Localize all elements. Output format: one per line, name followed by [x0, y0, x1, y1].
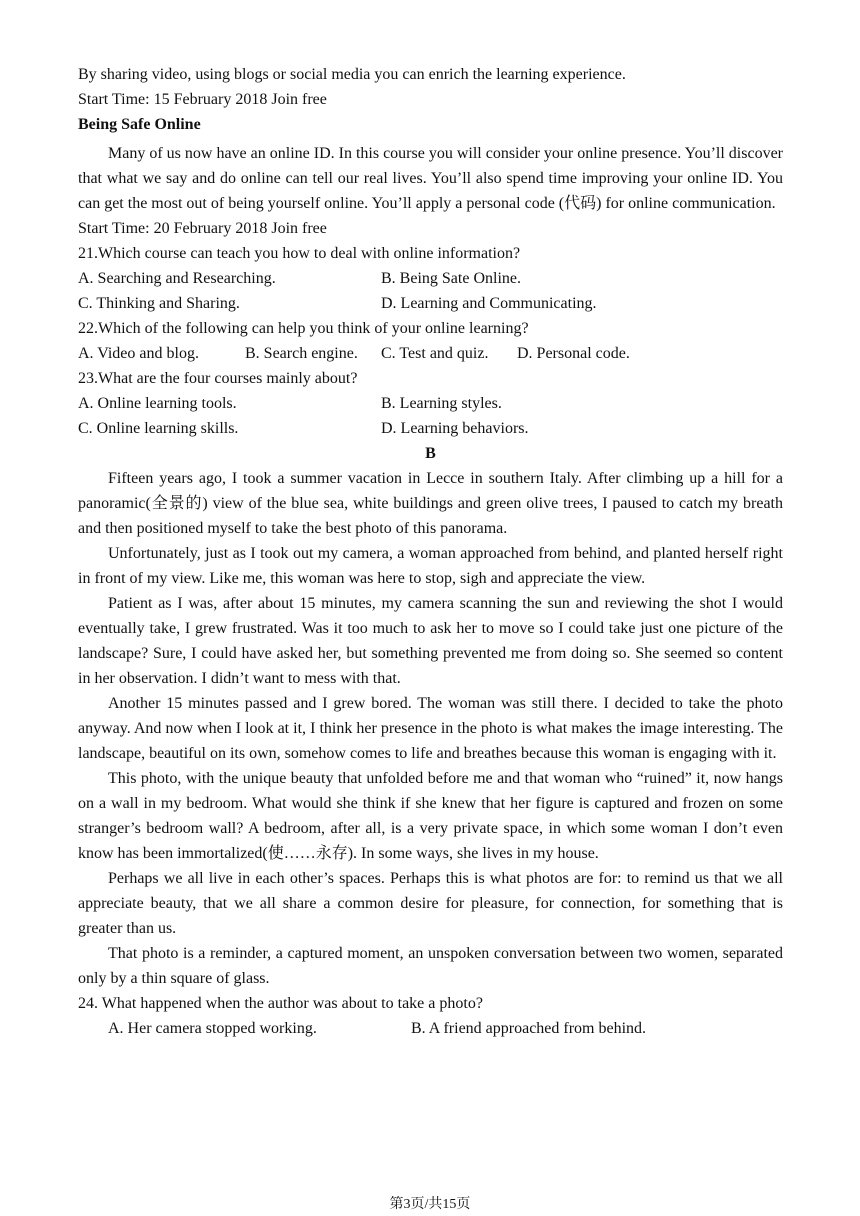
passage-b-paragraph: That photo is a reminder, a captured moment, an unspoken conversation between two women, separated only by a thin square of glass. — [78, 945, 783, 987]
option-21-a: A. Searching and Researching. — [78, 270, 276, 287]
passage-b-paragraph: Perhaps we all live in each other’s spaces. Perhaps this is what photos are for: to remind us that we all appreciate beauty, that we all share a common desire for pleasure, for connection, for something that is greater than us. — [78, 870, 783, 937]
question-24-options — [78, 1016, 783, 1041]
option-23-c: C. Online learning skills. — [78, 420, 239, 437]
question-21-options-row-1 — [78, 266, 783, 291]
course-description: Many of us now have an online ID. In this course you will consider your online presence. You’ll discover that what we say and do online can tell our real lives. You’ll also spend time improving your online ID. You can get the most out of being yourself online. You’ll apply a personal code (代码) for online communication. — [78, 145, 783, 212]
course-title: Being Safe Online — [78, 116, 201, 133]
option-24-b: B. A friend approached from behind. — [411, 1020, 647, 1037]
option-21-b: B. Being Sate Online. — [381, 270, 521, 287]
option-22-a: A. Video and blog. — [78, 345, 199, 362]
question-23-options-row-2 — [78, 416, 783, 441]
question-22-options — [78, 341, 783, 366]
page-footer: 第3页/共15页 — [389, 1197, 471, 1212]
option-21-d: D. Learning and Communicating. — [381, 295, 597, 312]
passage-b-paragraph: This photo, with the unique beauty that unfolded before me and that woman who “ruined” it, now hangs on a wall in my bedroom. What would she think if she knew that her figure is captured and frozen on some stranger’s bedroom wall? A bedroom, after all, is a very private space, in which some woman I don’t even know has been immortalized(使……永存). In some ways, she lives in my house. — [78, 770, 783, 862]
start-time-1: Start Time: 15 February 2018 Join free — [78, 91, 327, 108]
question-23-options-row-1 — [78, 391, 783, 416]
passage-b-paragraph: Another 15 minutes passed and I grew bored. The woman was still there. I decided to take the photo anyway. And now when I look at it, I think her presence in the photo is what makes the image interesting. The landscape, beautiful on its own, somehow comes to life and breathes because this woman is engaging with it. — [78, 695, 783, 762]
option-23-a: A. Online learning tools. — [78, 395, 237, 412]
option-23-b: B. Learning styles. — [381, 395, 502, 412]
question-24: 24. What happened when the author was about to take a photo? — [78, 995, 483, 1012]
section-b-heading: B — [425, 445, 436, 462]
option-22-b: B. Search engine. — [245, 345, 358, 362]
start-time-2: Start Time: 20 February 2018 Join free — [78, 220, 327, 237]
option-21-c: C. Thinking and Sharing. — [78, 295, 240, 312]
option-22-c: C. Test and quiz. — [381, 345, 489, 362]
question-21-options-row-2 — [78, 291, 783, 316]
option-23-d: D. Learning behaviors. — [381, 420, 529, 437]
passage-b-paragraph: Unfortunately, just as I took out my camera, a woman approached from behind, and planted herself right in front of my view. Like me, this woman was here to stop, sigh and appreciate the view. — [78, 545, 783, 587]
option-24-a: A. Her camera stopped working. — [108, 1020, 317, 1037]
intro-line: By sharing video, using blogs or social media you can enrich the learning experience. — [78, 66, 626, 83]
passage-b-paragraph: Fifteen years ago, I took a summer vacation in Lecce in southern Italy. After climbing up a hill for a panoramic(全景的) view of the blue sea, white buildings and green olive trees, I paused to catch my breath and then positioned myself to take the best photo of this panorama. — [78, 470, 783, 537]
document-page — [78, 62, 783, 1041]
question-21: 21.Which course can teach you how to deal with online information? — [78, 245, 521, 262]
question-22: 22.Which of the following can help you think of your online learning? — [78, 320, 529, 337]
question-23: 23.What are the four courses mainly about? — [78, 370, 358, 387]
passage-b-paragraph: Patient as I was, after about 15 minutes, my camera scanning the sun and reviewing the shot I would eventually take, I grew frustrated. Was it too much to ask her to move so I could take just one picture of the landscape? Sure, I could have asked her, but something prevented me from doing so. She seemed so content in her observation. I didn’t want to mess with that. — [78, 595, 783, 687]
option-22-d: D. Personal code. — [517, 345, 630, 362]
